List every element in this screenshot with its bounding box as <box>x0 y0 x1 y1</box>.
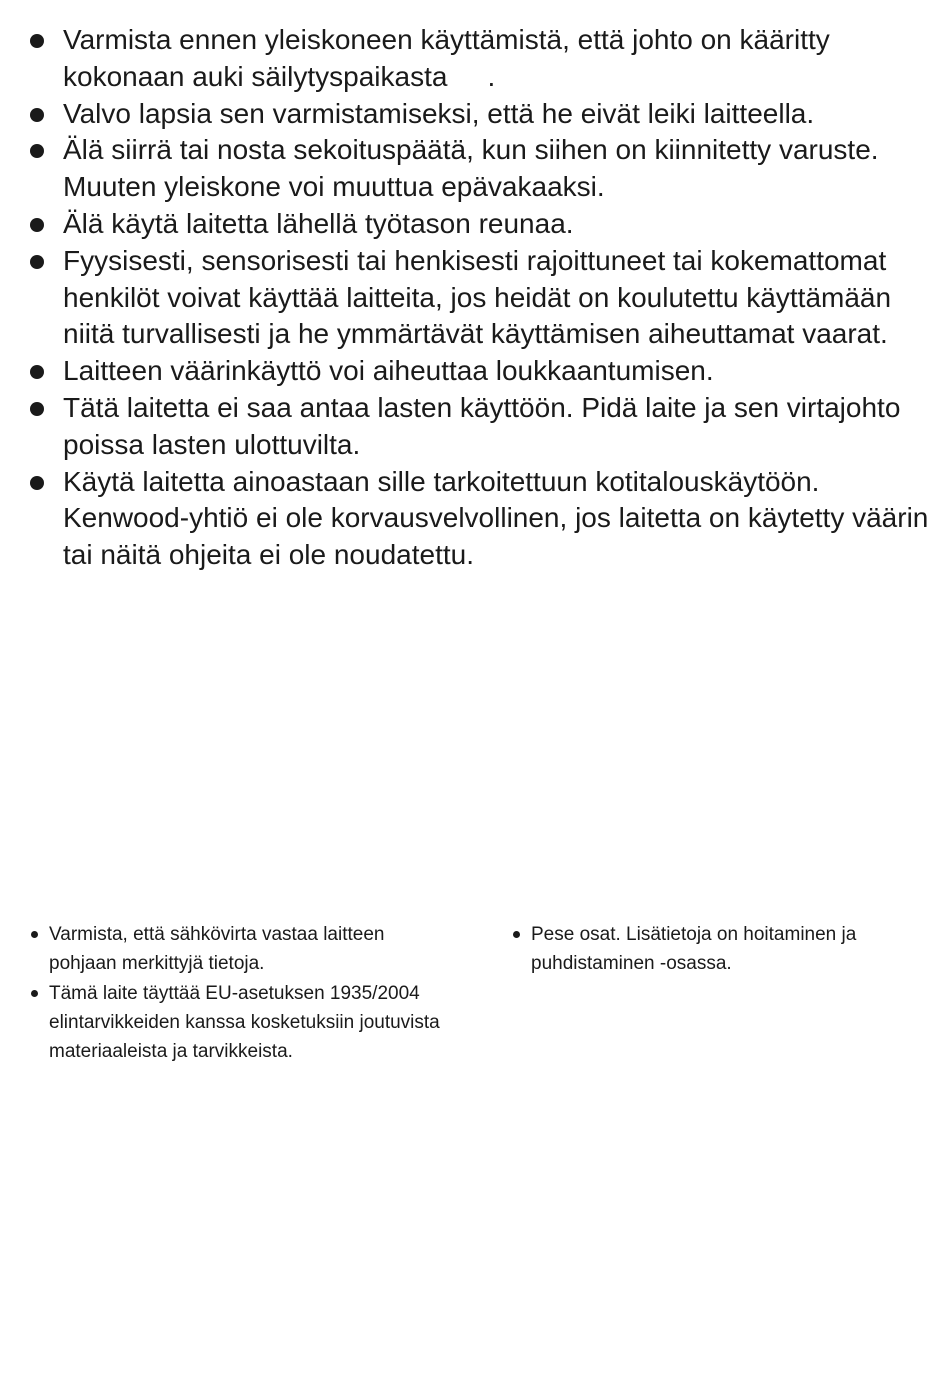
list-item-text: Tätä laitetta ei saa antaa lasten käyttöön. Pidä laite ja sen virtajohto poissa lasten ulottuvilta. <box>63 391 901 460</box>
bullet-icon <box>31 931 38 938</box>
bullet-icon <box>31 990 38 997</box>
list-item <box>28 22 933 96</box>
bullet-icon <box>30 144 44 158</box>
list-item <box>28 132 933 206</box>
notes-right-column <box>512 920 922 979</box>
notes-left-column <box>30 920 440 1066</box>
list-item-text: Tämä laite täyttää EU-asetuksen 1935/2004 elintarvikkeiden kanssa kosketuksiin joutuvista materiaaleista ja tarvikkeista. <box>49 982 440 1063</box>
list-item <box>28 96 933 133</box>
list-item-text: Varmista, että sähkövirta vastaa laitteen pohjaan merkittyjä tietoja. <box>49 924 385 975</box>
bullet-icon <box>30 108 44 122</box>
list-item <box>30 920 440 979</box>
list-item-text: Valvo lapsia sen varmistamiseksi, että he eivät leiki laitteella. <box>63 97 815 129</box>
list-item <box>30 979 440 1067</box>
list-item <box>28 464 933 574</box>
list-item-text: Varmista ennen yleiskoneen käyttämistä, että johto on kääritty kokonaan auki säilytyspaikasta <box>63 24 830 92</box>
list-item-text: Fyysisesti, sensorisesti tai henkisesti rajoittuneet tai kokemattomat henkilöt voivat käyttää laitteita, jos heidät on koulutettu käyttämään niitä turvallisesti ja he ymmärtävät käyttämisen aiheuttamat vaarat. <box>63 244 892 350</box>
list-item <box>28 390 933 464</box>
list-item <box>28 353 933 390</box>
list-item <box>28 206 933 243</box>
bullet-icon <box>513 931 520 938</box>
bullet-icon <box>30 402 44 416</box>
list-item-text: Käytä laitetta ainoastaan sille tarkoitettuun kotitalouskäytöön. Kenwood-yhtiö ei ole korvausvelvollinen, jos laitetta on käytetty väärin tai näitä ohjeita ei ole noudatettu. <box>63 465 929 571</box>
list-item <box>28 243 933 353</box>
bullet-icon <box>30 476 44 490</box>
list-item-text: Älä siirrä tai nosta sekoituspäätä, kun siihen on kiinnitetty varuste. Muuten yleiskone voi muuttua epävakaaksi. <box>63 134 879 203</box>
safety-list <box>28 22 933 574</box>
list-item-text: Laitteen väärinkäyttö voi aiheuttaa loukkaantumisen. <box>63 355 714 387</box>
bullet-icon <box>30 218 44 232</box>
list-item-trail: . <box>487 60 496 92</box>
list-item-text: Älä käytä laitetta lähellä työtason reunaa. <box>63 207 574 239</box>
bullet-icon <box>30 34 44 48</box>
bullet-icon <box>30 365 44 379</box>
bullet-icon <box>30 255 44 269</box>
list-item-text: Pese osat. Lisätietoja on hoitaminen ja puhdistaminen -osassa. <box>531 924 857 975</box>
list-item <box>512 920 922 979</box>
